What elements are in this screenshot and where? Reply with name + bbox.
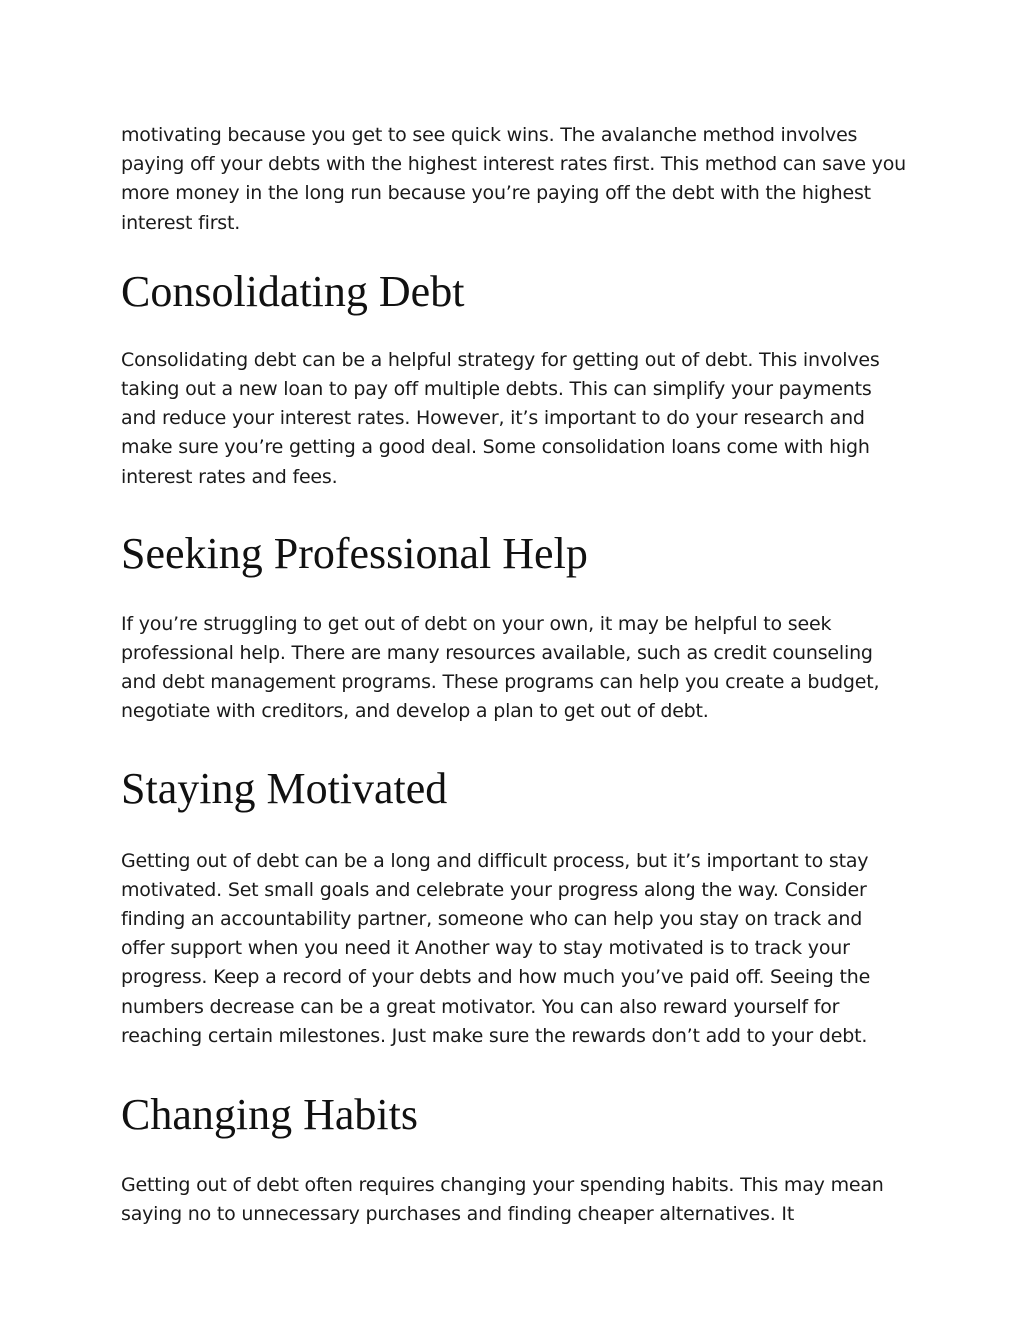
section-body-seeking-professional-help: If you’re struggling to get out of debt on your own, it may be helpful to seek professional help. There are many resources available, such as credit counseling and debt management programs. These programs can help you create a budget, negotiate with creditors, and develop a plan to get out of debt.: [121, 612, 880, 723]
document-page: [121, 121, 911, 1229]
section-heading-changing-habits: Changing Habits: [121, 1090, 418, 1140]
section-body-consolidating-debt: Consolidating debt can be a helpful strategy for getting out of debt. This involves taking out a new loan to pay off multiple debts. This can simplify your payments and reduce your interest rates. However, it’s important to do your research and make sure you’re getting a good deal. Some consolidation loans come with high interest rates and fees.: [121, 348, 880, 488]
section-body-changing-habits: Getting out of debt often requires changing your spending habits. This may mean saying no to unnecessary purchases and finding cheaper alternatives. It: [121, 1174, 884, 1226]
section-heading-consolidating-debt: Consolidating Debt: [121, 266, 465, 316]
intro-paragraph: motivating because you get to see quick wins. The avalanche method involves paying off your debts with the highest interest rates first. This method can save you more money in the long run because you’re paying off the debt with the highest interest first.: [121, 124, 906, 234]
section-body-staying-motivated: Getting out of debt can be a long and difficult process, but it’s important to stay motivated. Set small goals and celebrate your progress along the way. Consider finding an accountability partner, someone who can help you stay on track and offer support when you need it Another way to stay motivated is to track your progress. Keep a record of your debts and how much you’ve paid off. Seeing the numbers decrease can be a great motivator. You can also reward yourself for reaching certain milestones. Just make sure the rewards don’t add to your debt.: [121, 849, 871, 1047]
section-heading-seeking-professional-help: Seeking Professional Help: [121, 528, 588, 578]
section-heading-staying-motivated: Staying Motivated: [121, 763, 448, 813]
